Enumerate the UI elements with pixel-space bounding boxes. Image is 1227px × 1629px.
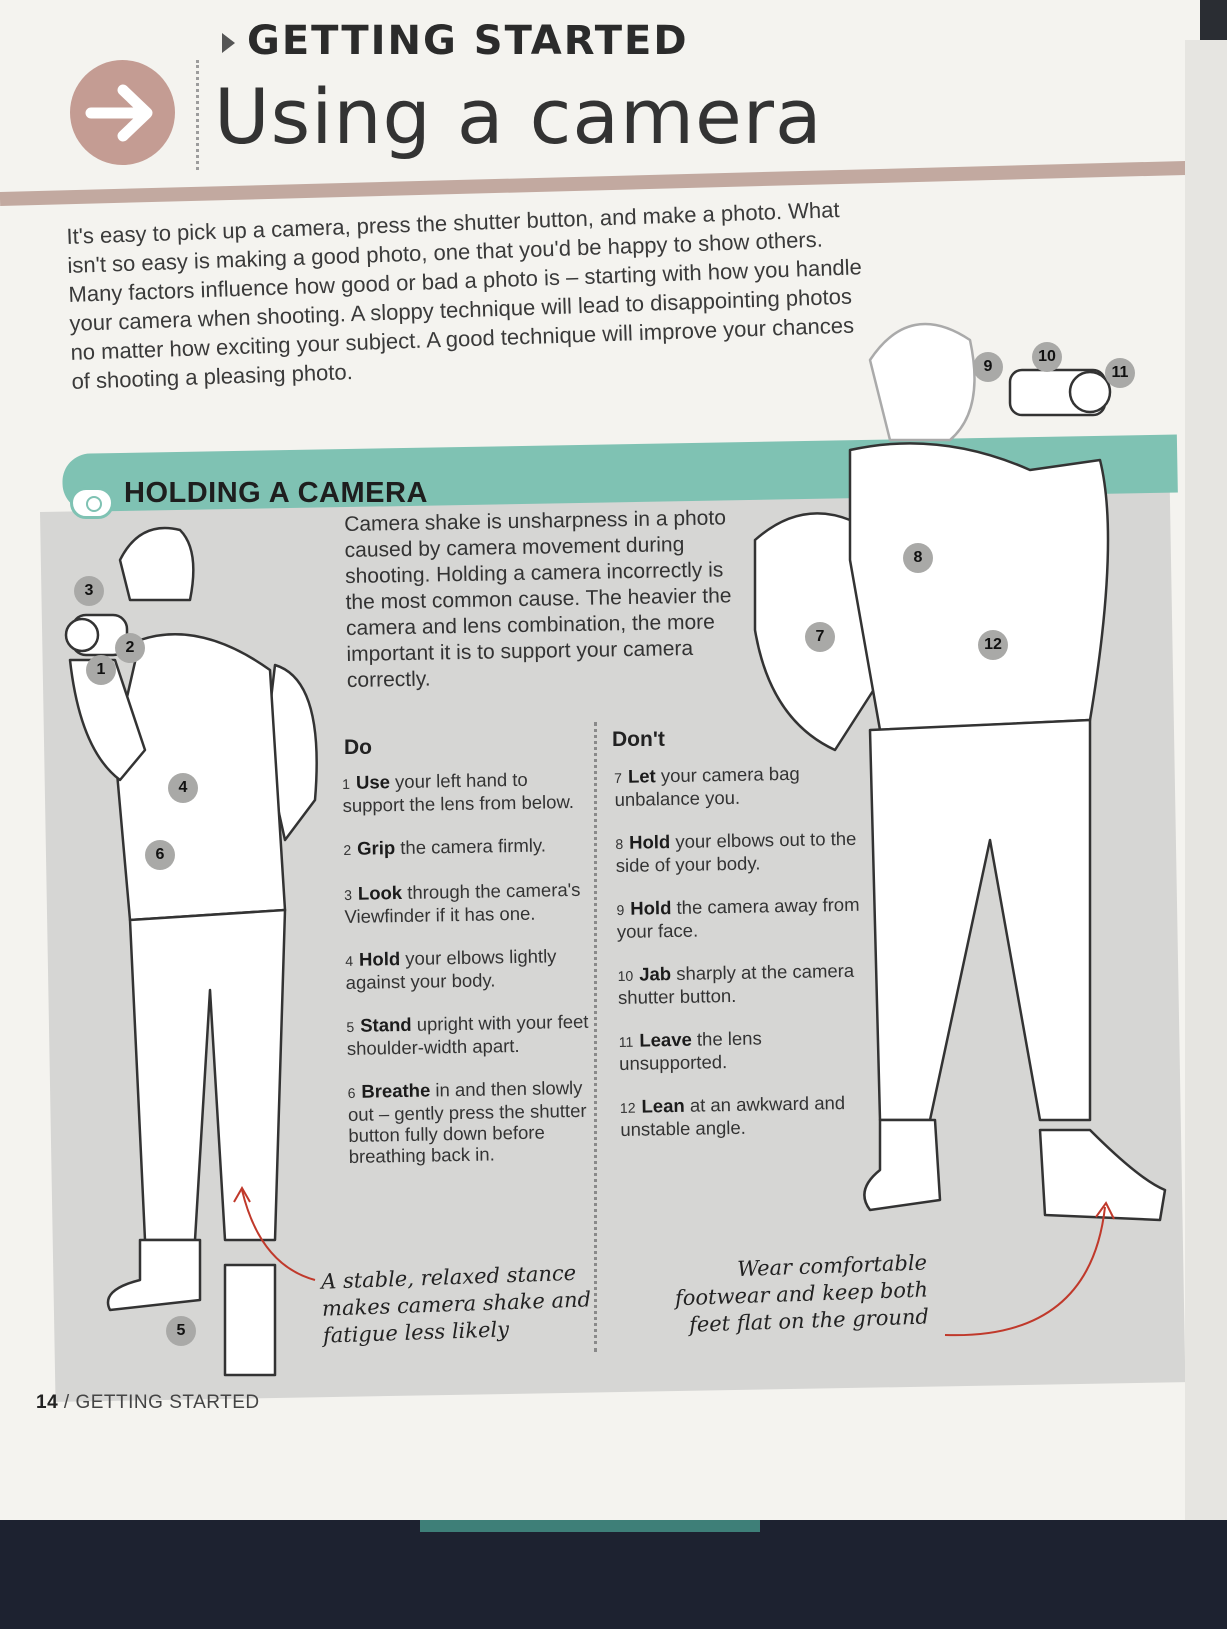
caption-stance: A stable, relaxed stance makes camera shake and fatigue less likely	[320, 1260, 592, 1348]
left-pointer-arrow	[230, 1180, 320, 1290]
dont-item: 11 Leave the lens unsupported.	[618, 1027, 762, 1074]
callout-badge: 5	[166, 1316, 196, 1346]
dont-item: 10 Jab sharply at the camera shutter button.	[617, 959, 855, 1008]
do-item: 2 Grip the camera firmly.	[343, 834, 547, 859]
callout-badge: 4	[168, 773, 198, 803]
callout-badge: 10	[1032, 342, 1062, 372]
dont-item: 8 Hold your elbows out to the side of your body.	[615, 827, 857, 876]
do-list	[342, 768, 599, 1189]
footer-section: GETTING STARTED	[75, 1392, 260, 1413]
callout-badge: 6	[145, 840, 175, 870]
background-surface	[0, 1520, 1227, 1629]
section-text: Camera shake is unsharpness in a photo caused by camera movement during shooting. Holding a camera incorrectly is the most common cause. The heavier the camera and lens combination, the more important it is to support your camera correctly.	[344, 506, 732, 692]
book-spine-strip	[420, 1520, 760, 1532]
kicker-text: GETTING STARTED	[247, 18, 689, 64]
camera-icon	[70, 487, 114, 519]
kicker	[222, 18, 689, 64]
callout-badge: 1	[86, 655, 116, 685]
page-footer	[36, 1392, 260, 1414]
page-title: Using a camera	[214, 72, 823, 161]
callout-badge: 3	[74, 576, 104, 606]
callout-badge: 12	[978, 630, 1008, 660]
photographer-incorrect-illustration	[740, 300, 1180, 1250]
caption-footwear: Wear comfortable footwear and keep both feet flat on the ground	[674, 1250, 930, 1337]
triangle-icon	[222, 33, 235, 53]
next-page-edge	[1185, 40, 1227, 1520]
callout-badge: 11	[1105, 358, 1135, 388]
do-item: 6 Breathe in and then slowly out – gently press the shutter button fully down before breathing back in.	[347, 1076, 587, 1167]
do-item: 5 Stand upright with your feet shoulder-width apart.	[346, 1010, 589, 1059]
callout-badge: 7	[805, 622, 835, 652]
callout-badge: 2	[115, 633, 145, 663]
dont-item: 12 Lean at an awkward and unstable angle.	[619, 1092, 846, 1140]
right-pointer-arrow	[940, 1195, 1120, 1345]
dont-item: 7 Let your camera bag unbalance you.	[614, 762, 800, 810]
do-item: 4 Hold your elbows lightly against your body.	[345, 945, 557, 993]
header-divider	[196, 60, 199, 170]
header-rule	[0, 161, 1200, 206]
dont-item: 9 Hold the camera away from your face.	[616, 893, 860, 942]
callout-badge: 9	[973, 352, 1003, 382]
do-heading: Do	[344, 736, 372, 759]
page-number: 14	[36, 1392, 59, 1413]
do-item: 1 Use your left hand to support the lens from below.	[342, 768, 575, 816]
section-title: HOLDING A CAMERA	[124, 477, 428, 509]
do-item: 3 Look through the camera's Viewfinder if it has one.	[344, 878, 581, 927]
intro-paragraph: It's easy to pick up a camera, press the shutter button, and make a photo. What isn't so easy is making a good photo, one that you'd be happy to show others. Many factors influence how good or bad a photo is – starting with how you handle your camera when shooting. A sloppy technique will lead to disappointing photos no matter how exciting your subject. A good technique will improve your chances of shooting a pleasing photo.	[66, 197, 863, 394]
arrow-circle-icon	[70, 60, 175, 165]
callout-badge: 8	[903, 543, 933, 573]
dont-heading: Don't	[612, 728, 665, 751]
footer-separator: /	[58, 1392, 76, 1413]
